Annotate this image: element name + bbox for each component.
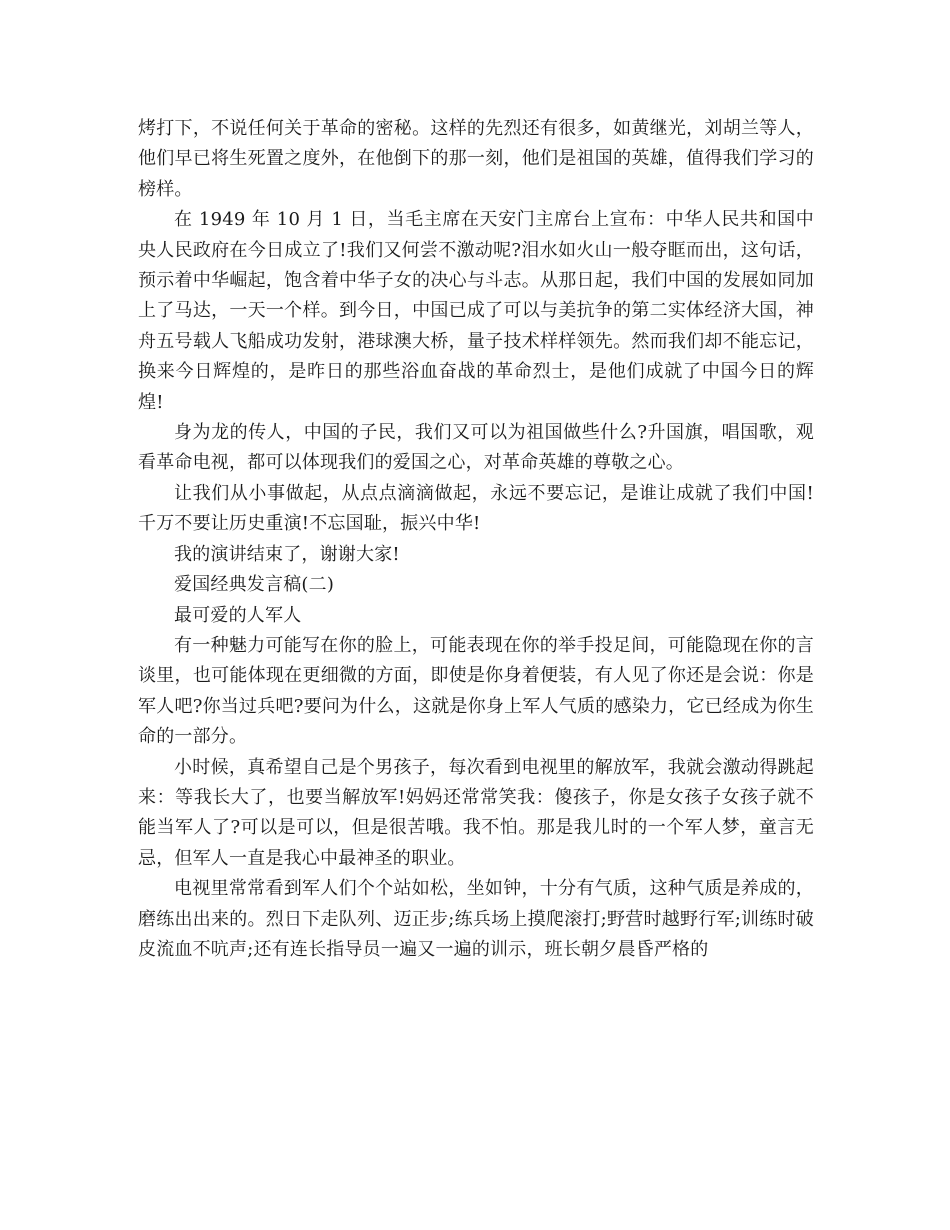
paragraph-3: 身为龙的传人，中国的子民，我们又可以为祖国做些什么?升国旗，唱国歌，观看革命电视，都可以体现我们的爱国之心，对革命英雄的尊敬之心。: [138, 422, 814, 474]
document-body: [138, 114, 814, 965]
paragraph-4: 让我们从小事做起，从点点滴滴做起，永远不要忘记，是谁让成就了我们中国!千万不要让历史重演!不忘国耻，振兴中华!: [138, 482, 814, 535]
paragraph-2: 在 1949 年 10 月 1 日，当毛主席在天安门主席台上宣布：中华人民共和国中央人民政府在今日成立了!我们又何尝不激动呢?泪水如火山一般夺眶而出，这句话，预示着中华崛起，饱含着中华子女的决心与斗志。从那日起，我们中国的发展如同加上了马达，一天一个样。到今日，中国已成了可以与美抗争的第二实体经济大国，神舟五号载人飞船成功发射，港球澳大桥，量子技术样样领先。然而我们却不能忘记，换来今日辉煌的，是昨日的那些浴血奋战的革命烈士，是他们成就了中国今日的辉煌!: [138, 209, 814, 413]
section-title: 爱国经典发言稿(二): [174, 574, 335, 596]
paragraph-6: 小时候，真希望自己是个男孩子，每次看到电视里的解放军，我就会激动得跳起来：等我长大了，也要当解放军!妈妈还常常笑我：傻孩子，你是女孩子女孩子就不能当军人了?可以是可以，但是很苦哦。我不怕。那是我儿时的一个军人梦，童言无忌，但军人一直是我心中最神圣的职业。: [138, 756, 814, 869]
paragraph-5: 有一种魅力可能写在你的脸上，可能表现在你的举手投足间，可能隐现在你的言谈里，也可能体现在更细微的方面，即使是你身着便装，有人见了你还是会说：你是军人吧?你当过兵吧?要问为什么，这就是你身上军人气质的感染力，它已经成为你生命的一部分。: [138, 634, 814, 748]
closing-line: 我的演讲结束了，谢谢大家!: [174, 543, 400, 565]
section-subtitle: 最可爱的人军人: [174, 604, 302, 626]
paragraph-1: 烤打下，不说任何关于革命的密秘。这样的先烈还有很多，如黄继光，刘胡兰等人，他们早已将生死置之度外，在他倒下的那一刻，他们是祖国的英雄，值得我们学习的榜样。: [138, 118, 814, 200]
paragraph-7: 电视里常常看到军人们个个站如松，坐如钟，十分有气质，这种气质是养成的，磨练出出来的。烈日下走队列、迈正步;练兵场上摸爬滚打;野营时越野行军;训练时破皮流血不吭声;还有连长指导员一遍又一遍的训示，班长朝夕晨昏严格的: [138, 878, 814, 960]
